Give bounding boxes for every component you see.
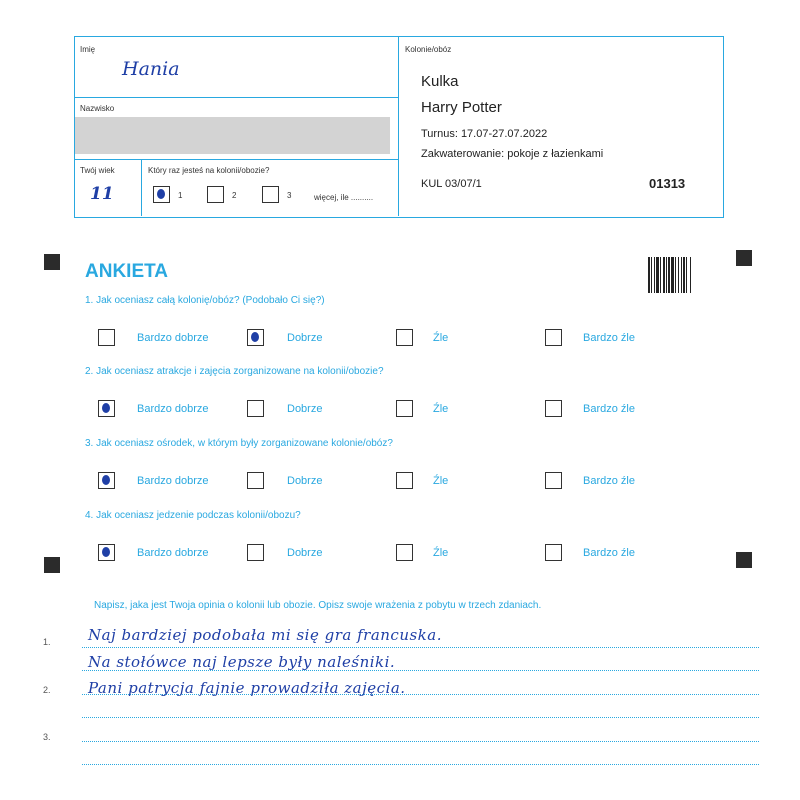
- times-label: Który raz jesteś na kolonii/obozie?: [148, 166, 270, 175]
- registration-marker: [736, 552, 752, 568]
- answer-checkbox[interactable]: [98, 472, 115, 489]
- times-more: więcej, ile ..........: [314, 193, 374, 202]
- answer-checkbox[interactable]: [396, 544, 413, 561]
- handwritten-answer[interactable]: Naj bardziej podobała mi się gra francuska.: [88, 626, 442, 644]
- answer-label: Bardzo źle: [583, 475, 635, 487]
- header-divider-age: [141, 159, 142, 216]
- answer-label: Dobrze: [287, 403, 323, 415]
- line-number: 2.: [43, 685, 51, 695]
- times-checkbox-3[interactable]: [262, 186, 279, 203]
- registration-marker: [736, 250, 752, 266]
- answer-checkbox[interactable]: [247, 544, 264, 561]
- age-label: Twój wiek: [80, 166, 115, 175]
- answer-label: Dobrze: [287, 332, 323, 344]
- answer-label: Źle: [433, 475, 449, 487]
- times-option-1: 1: [178, 191, 183, 200]
- answer-line: [82, 647, 759, 648]
- survey-title: ANKIETA: [85, 261, 169, 282]
- question-text: 3. Jak oceniasz ośrodek, w którym były zorganizowane kolonie/obóz?: [85, 438, 393, 449]
- question-text: 1. Jak oceniasz całą kolonię/obóz? (Podobało Ci się?): [85, 295, 325, 306]
- line-number: 1.: [43, 637, 51, 647]
- header-divider-2: [74, 159, 398, 160]
- answer-checkbox[interactable]: [545, 544, 562, 561]
- answer-checkbox[interactable]: [247, 400, 264, 417]
- answer-label: Bardzo źle: [583, 547, 635, 559]
- answer-checkbox[interactable]: [545, 329, 562, 346]
- camp-code: KUL 03/07/1: [421, 178, 482, 190]
- answer-label: Bardzo dobrze: [137, 403, 209, 415]
- accommodation: Zakwaterowanie: pokoje z łazienkami: [421, 148, 604, 160]
- registration-marker: [44, 557, 60, 573]
- answer-line: [82, 717, 759, 718]
- opinion-prompt: Napisz, jaka jest Twoja opinia o kolonii lub obozie. Opisz swoje wrażenia z pobytu w trzech zdaniach.: [94, 600, 542, 611]
- answer-checkbox[interactable]: [98, 400, 115, 417]
- surname-redacted: [75, 117, 390, 154]
- answer-line: [82, 764, 759, 765]
- handwritten-answer[interactable]: Na stołówce naj lepsze były naleśniki.: [88, 653, 396, 671]
- camp-name: Kulka: [421, 73, 459, 90]
- times-checkbox-2[interactable]: [207, 186, 224, 203]
- answer-label: Źle: [433, 547, 449, 559]
- answer-checkbox[interactable]: [396, 329, 413, 346]
- camp-number: 01313: [649, 176, 686, 191]
- name-label: Imię: [80, 45, 96, 54]
- registration-marker: [44, 254, 60, 270]
- header-divider-1: [74, 97, 398, 98]
- answer-checkbox[interactable]: [545, 472, 562, 489]
- name-value[interactable]: Hania: [122, 58, 180, 80]
- answer-label: Bardzo dobrze: [137, 332, 209, 344]
- header-divider-vertical: [398, 36, 399, 216]
- handwritten-answer[interactable]: Pani patrycja fajnie prowadziła zajęcia.: [88, 679, 406, 697]
- question-text: 4. Jak oceniasz jedzenie podczas kolonii/obozu?: [85, 510, 301, 521]
- answer-label: Dobrze: [287, 475, 323, 487]
- answer-checkbox[interactable]: [396, 472, 413, 489]
- answer-checkbox[interactable]: [98, 329, 115, 346]
- answer-label: Bardzo źle: [583, 403, 635, 415]
- answer-checkbox[interactable]: [247, 329, 264, 346]
- barcode: [648, 257, 704, 293]
- answer-line: [82, 741, 759, 742]
- times-option-3: 3: [287, 191, 292, 200]
- answer-label: Źle: [433, 403, 449, 415]
- camp-label: Kolonie/obóz: [405, 45, 452, 54]
- times-option-2: 2: [232, 191, 237, 200]
- age-value[interactable]: 11: [90, 184, 114, 204]
- answer-label: Dobrze: [287, 547, 323, 559]
- surname-label: Nazwisko: [80, 104, 115, 113]
- answer-checkbox[interactable]: [545, 400, 562, 417]
- line-number: 3.: [43, 732, 51, 742]
- turnus: Turnus: 17.07-27.07.2022: [421, 128, 548, 140]
- answer-label: Źle: [433, 332, 449, 344]
- answer-label: Bardzo źle: [583, 332, 635, 344]
- times-checkbox-1[interactable]: [153, 186, 170, 203]
- answer-label: Bardzo dobrze: [137, 475, 209, 487]
- answer-checkbox[interactable]: [396, 400, 413, 417]
- question-text: 2. Jak oceniasz atrakcje i zajęcia zorganizowane na kolonii/obozie?: [85, 366, 384, 377]
- answer-checkbox[interactable]: [247, 472, 264, 489]
- answer-label: Bardzo dobrze: [137, 547, 209, 559]
- answer-checkbox[interactable]: [98, 544, 115, 561]
- camp-theme: Harry Potter: [421, 99, 502, 116]
